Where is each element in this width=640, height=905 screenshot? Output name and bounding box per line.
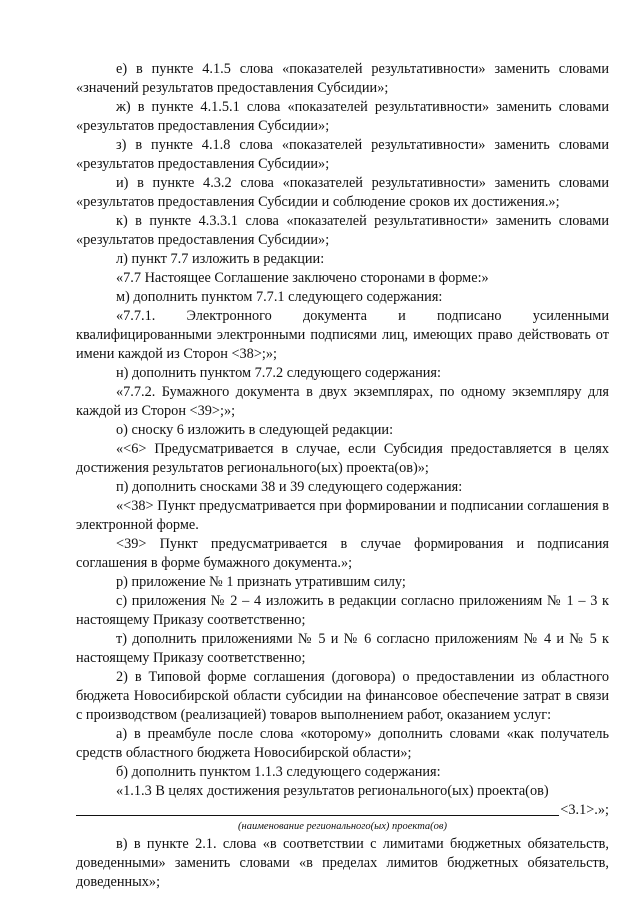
blank-fill-line [76,801,609,820]
paragraph: «7.7.2. Бумажного документа в двух экземплярах, по одному экземпляру для каждой из Сторон <39>;»; [76,384,609,419]
paragraph: 2) в Типовой форме соглашения (договора) о предоставлении из областного бюджета Новосибирской области субсидии на финансовое обеспечение затрат в связи с производством (реализацией) товаров выполнением работ, оказанием услуг: [76,669,609,723]
paragraph: р) приложение № 1 признать утратившим силу; [116,574,406,590]
paragraph: м) дополнить пунктом 7.7.1 следующего содержания: [116,289,443,305]
paragraph: к) в пункте 4.3.3.1 слова «показателей результативности» заменить словами «результатов предоставления Субсидии»; [76,213,609,248]
paragraph: <39> Пункт предусматривается в случае формирования и подписания соглашения в форме бумажного документа.»; [76,536,609,571]
paragraph: н) дополнить пунктом 7.7.2 следующего содержания: [116,365,441,381]
paragraph: «7.7.1. Электронного документа и подписано усиленными квалифицированными электронными подписями лиц, имеющих право действовать от имени каждой из Сторон <38>;»; [76,308,609,362]
paragraph: а) в преамбуле после слова «которому» дополнить словами «как получатель средств областного бюджета Новосибирской области»; [76,726,609,761]
paragraph: «<6> Предусматривается в случае, если Субсидия предоставляется в целях достижения результатов регионального(ых) проекта(ов)»; [76,441,609,476]
paragraph: з) в пункте 4.1.8 слова «показателей результативности» заменить словами «результатов предоставления Субсидии»; [76,137,609,172]
footnote-reference: <3.1>.»; [560,802,609,818]
paragraph: е) в пункте 4.1.5 слова «показателей результативности» заменить словами «значений результатов предоставления Субсидии»; [76,61,609,96]
paragraph: в) в пункте 2.1. слова «в соответствии с лимитами бюджетных обязательств, доведенными» заменить словами «в пределах лимитов бюджетных обязательств, доведенных»; [76,836,609,890]
paragraph: с) приложения № 2 – 4 изложить в редакции согласно приложениям № 1 – 3 к настоящему Приказу соответственно; [76,593,609,628]
paragraph: ж) в пункте 4.1.5.1 слова «показателей результативности» заменить словами «результатов предоставления Субсидии»; [76,99,609,134]
blank-caption: (наименование регионального(ых) проекта(ов) [238,821,447,832]
paragraph: «1.1.3 В целях достижения результатов регионального(ых) проекта(ов) [116,783,549,799]
document-body [76,60,609,892]
paragraph: о) сноску 6 изложить в следующей редакции: [116,422,394,438]
paragraph: «<38> Пункт предусматривается при формировании и подписании соглашения в электронной форме. [76,498,609,533]
paragraph: т) дополнить приложениями № 5 и № 6 согласно приложениям № 4 и № 5 к настоящему Приказу соответственно; [76,631,609,666]
paragraph: и) в пункте 4.3.2 слова «показателей результативности» заменить словами «результатов предоставления Субсидии и соблюдение сроков их достижения.»; [76,175,609,210]
paragraph: п) дополнить сносками 38 и 39 следующего содержания: [116,479,463,495]
paragraph: б) дополнить пунктом 1.1.3 следующего содержания: [116,764,441,780]
paragraph: л) пункт 7.7 изложить в редакции: [116,251,325,267]
paragraph: «7.7 Настоящее Соглашение заключено сторонами в форме:» [116,270,489,286]
underline [76,815,567,816]
